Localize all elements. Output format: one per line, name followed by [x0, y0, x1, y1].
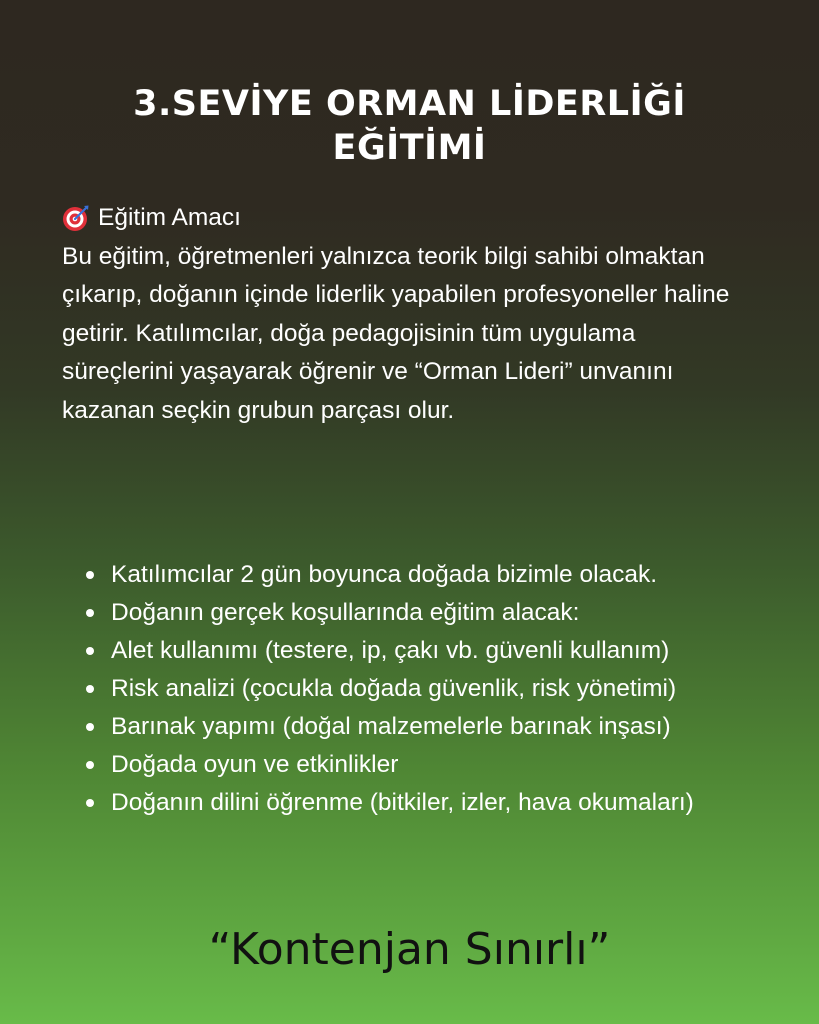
page-title — [0, 82, 819, 170]
list-item: Doğanın dilini öğrenme (bitkiler, izler, hava okumaları) — [85, 784, 775, 822]
goal-section — [62, 199, 752, 430]
feature-list — [85, 556, 775, 822]
target-icon — [62, 204, 90, 232]
list-item: Barınak yapımı (doğal malzemelerle barınak inşası) — [85, 708, 775, 746]
page-title-line-2: EĞİTİMİ — [332, 128, 487, 168]
list-item: Katılımcılar 2 gün boyunca doğada bizimle olacak. — [85, 556, 775, 594]
quota-notice: “Kontenjan Sınırlı” — [208, 924, 611, 975]
list-item: Doğada oyun ve etkinlikler — [85, 746, 775, 784]
list-item: Risk analizi (çocukla doğada güvenlik, risk yönetimi) — [85, 670, 775, 708]
page-title-line-1: 3.SEVİYE ORMAN LİDERLİĞİ — [133, 84, 686, 124]
list-item: Doğanın gerçek koşullarında eğitim alacak: — [85, 594, 775, 632]
goal-heading-label: Eğitim Amacı — [98, 204, 241, 231]
goal-description: Bu eğitim, öğretmenleri yalnızca teorik bilgi sahibi olmaktan çıkarıp, doğanın içinde liderlik yapabilen profesyoneller haline getirir. Katılımcılar, doğa pedagojisinin tüm uygulama süreçlerini yaşayarak öğrenir ve “Orman Lideri” unvanını kazanan seçkin grubun parçası olur. — [62, 242, 730, 424]
goal-heading — [62, 199, 752, 238]
list-item: Alet kullanımı (testere, ip, çakı vb. güvenli kullanım) — [85, 632, 775, 670]
